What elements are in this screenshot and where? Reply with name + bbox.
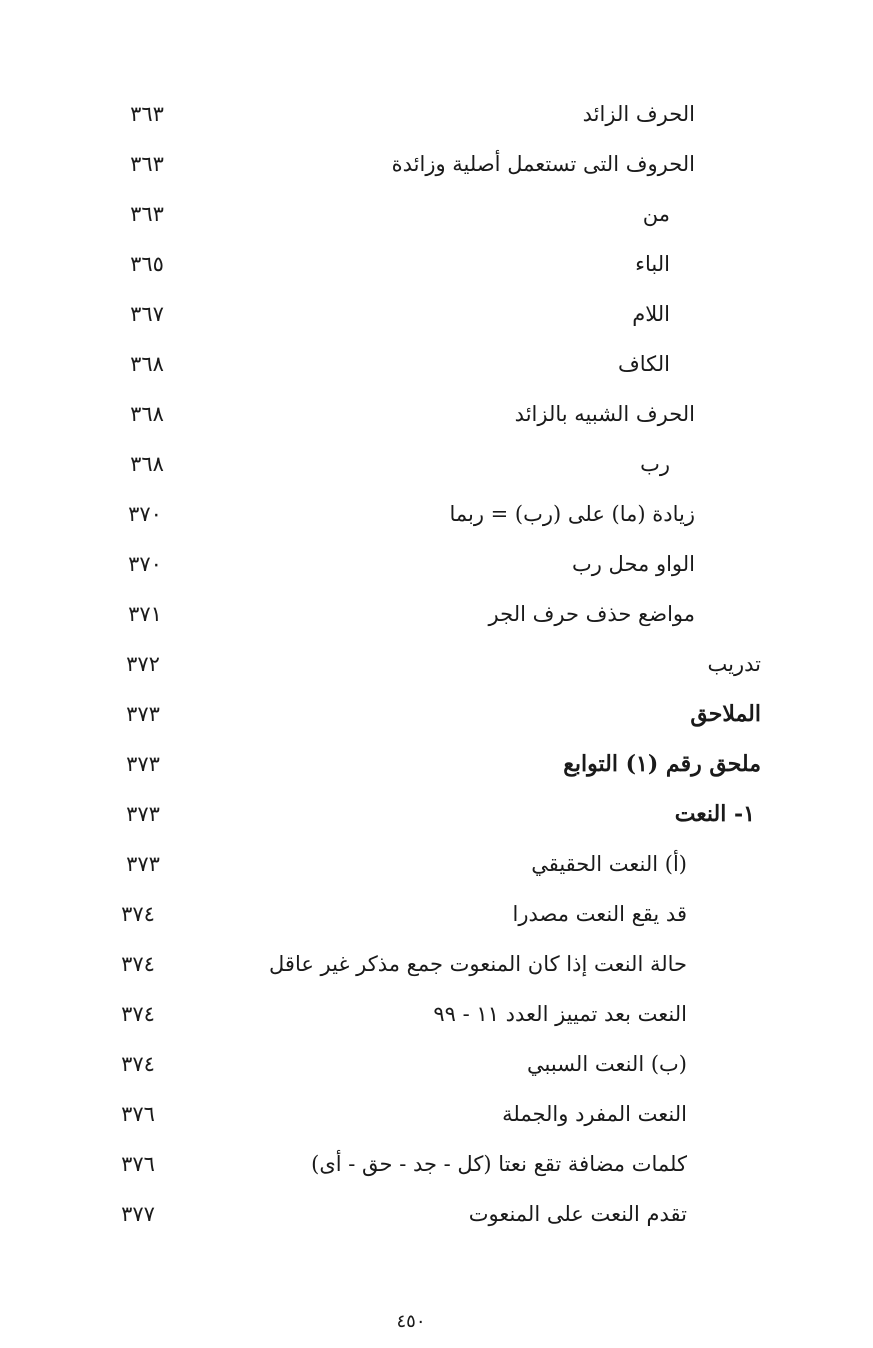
toc-page-number: ٣٦٣ (130, 202, 164, 226)
toc-row (0, 548, 873, 598)
toc-row (0, 848, 873, 898)
toc-entry-title: اللام (632, 302, 670, 326)
toc-entry-title: الباء (635, 252, 670, 276)
toc-entry-title: الحروف التى تستعمل أصلية وزائدة (391, 152, 695, 176)
toc-row (0, 1148, 873, 1198)
toc-row (0, 1048, 873, 1098)
toc-entry-title: تقدم النعت على المنعوت (468, 1202, 687, 1226)
toc-row (0, 348, 873, 398)
toc-entry-title: النعت بعد تمييز العدد ١١ - ٩٩ (433, 1002, 687, 1026)
toc-row (0, 448, 873, 498)
toc-entry-title: حالة النعت إذا كان المنعوت جمع مذكر غير عاقل (269, 952, 687, 976)
toc-row (0, 648, 873, 698)
toc-section-heading: ١- النعت (674, 801, 755, 827)
toc-row (0, 1198, 873, 1248)
toc-entry-title: الكاف (618, 352, 670, 376)
toc-row (0, 398, 873, 448)
toc-entry-title: من (642, 202, 670, 226)
toc-page-number: ٣٦٨ (130, 402, 164, 426)
toc-section-heading: ملحق رقم (١) التوابع (563, 751, 761, 777)
toc-row (0, 898, 873, 948)
toc-page-number: ٣٧٣ (126, 852, 160, 876)
toc-entry-title: (ب) النعت السببي (527, 1052, 687, 1076)
toc-entry-title: الواو محل رب (571, 552, 695, 576)
toc-row (0, 948, 873, 998)
toc-row (0, 298, 873, 348)
toc-entry-title: الحرف الشبيه بالزائد (514, 402, 695, 426)
toc-page-number: ٣٧٦ (121, 1102, 155, 1126)
toc-row (0, 598, 873, 648)
toc-row (0, 1098, 873, 1148)
toc-page-number: ٣٧٠ (128, 502, 162, 526)
toc-page-number: ٣٧٣ (126, 752, 160, 776)
toc-entry-title: مواضع حذف حرف الجر (488, 602, 695, 626)
toc-row (0, 748, 873, 798)
toc-page-number: ٣٧٦ (121, 1152, 155, 1176)
toc-row (0, 698, 873, 748)
toc-entry-title: تدريب (707, 652, 761, 676)
toc-page-number: ٣٧٣ (126, 802, 160, 826)
toc-row (0, 198, 873, 248)
toc-row (0, 798, 873, 848)
toc-entry-title: كلمات مضافة تقع نعتا (كل - جد - حق - أى) (311, 1152, 687, 1176)
toc-page-number: ٣٦٣ (130, 102, 164, 126)
toc-page-number: ٣٦٨ (130, 452, 164, 476)
toc-section-heading: الملاحق (690, 701, 761, 727)
toc-page-number: ٣٧٢ (126, 652, 160, 676)
toc-row (0, 998, 873, 1048)
toc-page-number: ٣٧٤ (121, 952, 155, 976)
toc-page-number: ٣٧٤ (121, 1052, 155, 1076)
toc-page-number: ٣٦٥ (130, 252, 164, 276)
toc-page-number: ٣٦٨ (130, 352, 164, 376)
toc-entry-title: قد يقع النعت مصدرا (512, 902, 687, 926)
toc-entry-title: النعت المفرد والجملة (502, 1102, 687, 1126)
toc-entry-title: الحرف الزائد (582, 102, 695, 126)
toc-page-number: ٣٧٤ (121, 1002, 155, 1026)
toc-row (0, 98, 873, 148)
toc-row (0, 248, 873, 298)
toc-row (0, 498, 873, 548)
toc-page-number: ٣٦٣ (130, 152, 164, 176)
toc-entry-title: رب (640, 452, 670, 476)
toc-page-number: ٣٧٣ (126, 702, 160, 726)
toc-page-number: ٣٧١ (128, 602, 162, 626)
toc-page-number: ٣٧٤ (121, 902, 155, 926)
toc-row (0, 148, 873, 198)
toc-page-number: ٣٧٧ (121, 1202, 155, 1226)
toc-page-number: ٣٧٠ (128, 552, 162, 576)
toc-entry-title: (أ) النعت الحقيقي (531, 852, 687, 876)
toc-page-number: ٣٦٧ (130, 302, 164, 326)
page-number-footer: ٤٥٠ (396, 1311, 426, 1332)
toc-entry-title: زيادة (ما) على (رب) = ربما (449, 502, 695, 526)
